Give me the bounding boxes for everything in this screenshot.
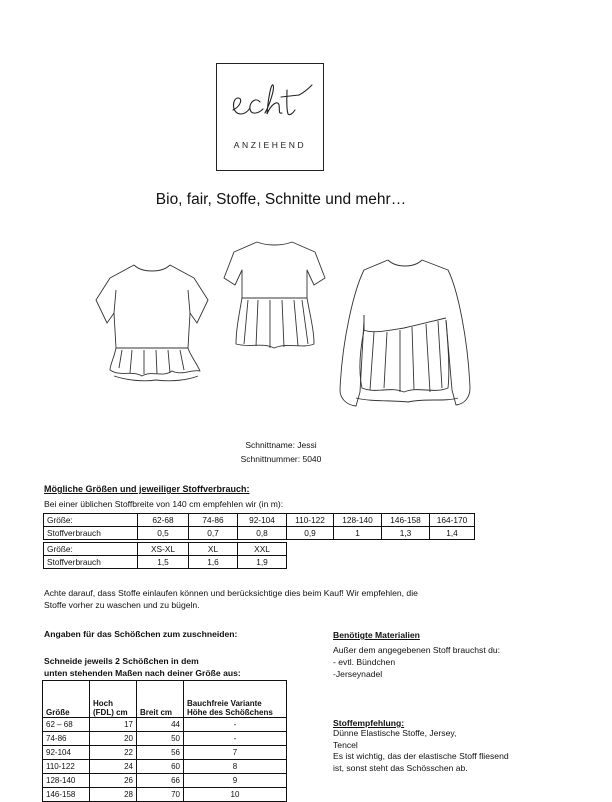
consumption-cell: 1,4 <box>430 527 475 540</box>
table-row <box>44 556 287 569</box>
height-cell: 28 <box>90 788 137 802</box>
logo-script-mark <box>227 80 315 126</box>
materials-heading: Benötigte Materialien <box>333 630 420 640</box>
size-cell: XS-XL <box>138 543 189 556</box>
size-cell: 92-104 <box>43 746 90 760</box>
sizes-intro: Bei einer üblichen Stoffbreite von 140 cm empfehlen wir (in m): <box>44 499 284 509</box>
consumption-cell: 0,5 <box>138 527 189 540</box>
cropped-height-cell: 10 <box>184 788 287 802</box>
height-cell: 20 <box>90 732 137 746</box>
table-row <box>43 718 287 732</box>
cropped-height-cell: - <box>184 732 287 746</box>
materials-line: - evtl. Bündchen <box>333 657 396 667</box>
consumption-cell: 1,9 <box>238 556 287 569</box>
pattern-name: Schnittname: Jessi <box>245 440 317 450</box>
ruffle-heading: Angaben für das Schößchen zum zuschneiden: <box>44 629 238 639</box>
washing-note <box>44 587 564 611</box>
height-cell: 26 <box>90 774 137 788</box>
note-line: Achte darauf, dass Stoffe einlaufen können und berücksichtige dies beim Kauf! Wir empfehlen, die <box>44 588 418 598</box>
note-line: Stoffe vorher zu waschen und zu bügeln. <box>44 600 200 610</box>
column-header: Hoch (FDL) cm <box>90 681 137 718</box>
column-header: Breit cm <box>137 681 184 718</box>
logo-subtitle: ANZIEHEND <box>233 140 307 150</box>
table-row <box>43 732 287 746</box>
consumption-cell: 1,5 <box>138 556 189 569</box>
fabric-heading: Stoffempfehlung: <box>333 718 405 728</box>
cropped-height-cell: 7 <box>184 746 287 760</box>
width-cell: 50 <box>137 732 184 746</box>
size-cell: 62-68 <box>138 514 189 527</box>
consumption-cell: 1,6 <box>189 556 238 569</box>
width-cell: 60 <box>137 760 184 774</box>
size-cell: XL <box>189 543 238 556</box>
table-row <box>43 774 287 788</box>
consumption-cell: 1 <box>334 527 382 540</box>
column-header: Bauchfreie Variante Höhe des Schößchens <box>184 681 287 718</box>
fabric-recommendation <box>333 728 509 774</box>
width-cell: 56 <box>137 746 184 760</box>
illustration-long-sleeve-top <box>340 260 470 406</box>
fabric-line: Tencel <box>333 739 358 750</box>
table-header-row <box>43 681 287 718</box>
pattern-number: Schnittnummer: 5040 <box>240 454 322 464</box>
cropped-height-cell: 9 <box>184 774 287 788</box>
table-row <box>43 746 287 760</box>
tagline: Bio, fair, Stoffe, Schnitte und mehr… <box>155 191 407 208</box>
fabric-consumption-table-adults <box>43 542 287 569</box>
table-row <box>43 760 287 774</box>
garment-illustrations <box>92 230 492 420</box>
consumption-cell: 0,9 <box>287 527 334 540</box>
materials-line: -Jerseynadel <box>333 669 383 679</box>
cropped-height-cell: - <box>184 718 287 732</box>
row-label: Größe: <box>44 543 138 556</box>
fabric-line: ist, sonst steht das Schösschen ab. <box>333 762 468 773</box>
size-cell: 164-170 <box>430 514 475 527</box>
materials-list <box>333 644 500 680</box>
row-label: Stoffverbrauch <box>44 527 138 540</box>
consumption-cell: 1,3 <box>382 527 430 540</box>
height-cell: 24 <box>90 760 137 774</box>
table-row <box>44 527 475 540</box>
size-cell: 110-122 <box>287 514 334 527</box>
table-row <box>44 543 287 556</box>
sizes-heading: Mögliche Größen und jeweiliger Stoffverbrauch: <box>44 484 250 494</box>
ruffle-instruction-1: Schneide jeweils 2 Schößchen in dem <box>44 656 199 666</box>
fabric-line: Es ist wichtig, das der elastische Stoff fliesend <box>333 751 509 761</box>
size-cell: 62 – 68 <box>43 718 90 732</box>
fabric-consumption-table-kids <box>43 513 475 540</box>
row-label: Größe: <box>44 514 138 527</box>
size-cell: XXL <box>238 543 287 556</box>
materials-line: Außer dem angegebenen Stoff brauchst du: <box>333 645 501 655</box>
size-cell: 74-86 <box>43 732 90 746</box>
size-cell: 146-158 <box>43 788 90 802</box>
illustration-short-sleeve-top <box>96 265 208 381</box>
column-header: Größe <box>43 681 90 718</box>
cropped-height-cell: 8 <box>184 760 287 774</box>
consumption-cell: 0,7 <box>189 527 238 540</box>
consumption-cell: 0,8 <box>238 527 287 540</box>
fabric-line: Dünne Elastische Stoffe, Jersey, <box>333 728 457 738</box>
size-cell: 92-104 <box>238 514 287 527</box>
height-cell: 17 <box>90 718 137 732</box>
size-cell: 128-140 <box>334 514 382 527</box>
ruffle-instruction-2: unten stehenden Maßen nach deiner Größe aus: <box>44 668 241 678</box>
brand-logo <box>216 63 324 171</box>
table-row <box>44 514 475 527</box>
illustration-back-view <box>224 242 325 348</box>
size-cell: 128-140 <box>43 774 90 788</box>
size-cell: 110-122 <box>43 760 90 774</box>
ruffle-size-table <box>42 680 287 802</box>
width-cell: 44 <box>137 718 184 732</box>
row-label: Stoffverbrauch <box>44 556 138 569</box>
height-cell: 22 <box>90 746 137 760</box>
width-cell: 70 <box>137 788 184 802</box>
size-cell: 74-86 <box>189 514 238 527</box>
width-cell: 66 <box>137 774 184 788</box>
table-row <box>43 788 287 802</box>
size-cell: 146-158 <box>382 514 430 527</box>
